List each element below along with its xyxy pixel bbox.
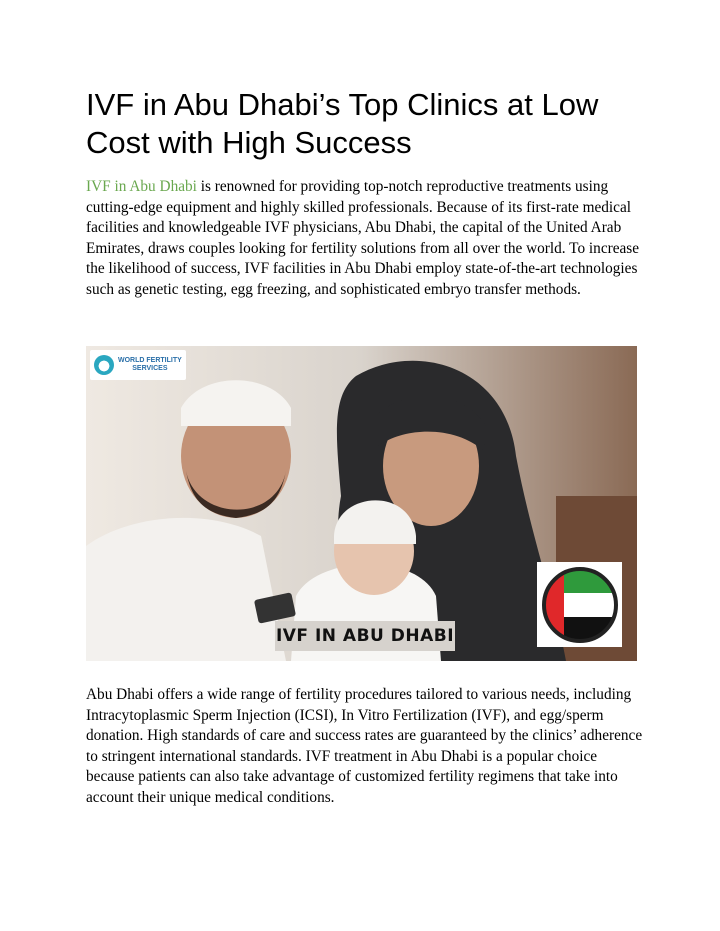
logo-text (118, 357, 182, 373)
logo-line2: SERVICES (132, 365, 168, 372)
family-photo (86, 346, 637, 661)
image-caption-badge: IVF IN ABU DHABI (275, 621, 455, 651)
fertility-logo-icon (94, 355, 114, 375)
uae-flag-card (537, 562, 622, 647)
uae-flag-icon (540, 565, 620, 645)
intro-text: is renowned for providing top-notch reproductive treatments using cutting-edge equipment and highly skilled professionals. Because of its first-rate medical facilities and knowledgeable IVF physicians, Abu Dhabi, the capital of the United Arab Emirates, draws couples looking for fertility solutions from all over the world. To increase the likelihood of success, IVF facilities in Abu Dhabi employ state-of-the-art technologies such as genetic testing, egg freezing, and sophisticated embryo transfer methods. (86, 178, 640, 298)
ivf-abu-dhabi-link[interactable]: IVF in Abu Dhabi (86, 178, 197, 195)
intro-paragraph (86, 177, 646, 301)
world-fertility-logo (90, 350, 186, 380)
logo-line1: WORLD FERTILITY (118, 357, 182, 364)
body-paragraph: Abu Dhabi offers a wide range of fertility procedures tailored to various needs, including Intracytoplasmic Sperm Injection (ICSI), In Vitro Fertilization (IVF), and egg/sperm donation. High standards of care and success rates are guaranteed by the clinics’ adherence to stringent international standards. IVF treatment in Abu Dhabi is a popular choice because patients can also take advantage of customized fertility regimens that take into account their unique medical conditions. (86, 686, 643, 806)
page-title: IVF in Abu Dhabi’s Top Clinics at Low Cost with High Success (86, 87, 599, 160)
